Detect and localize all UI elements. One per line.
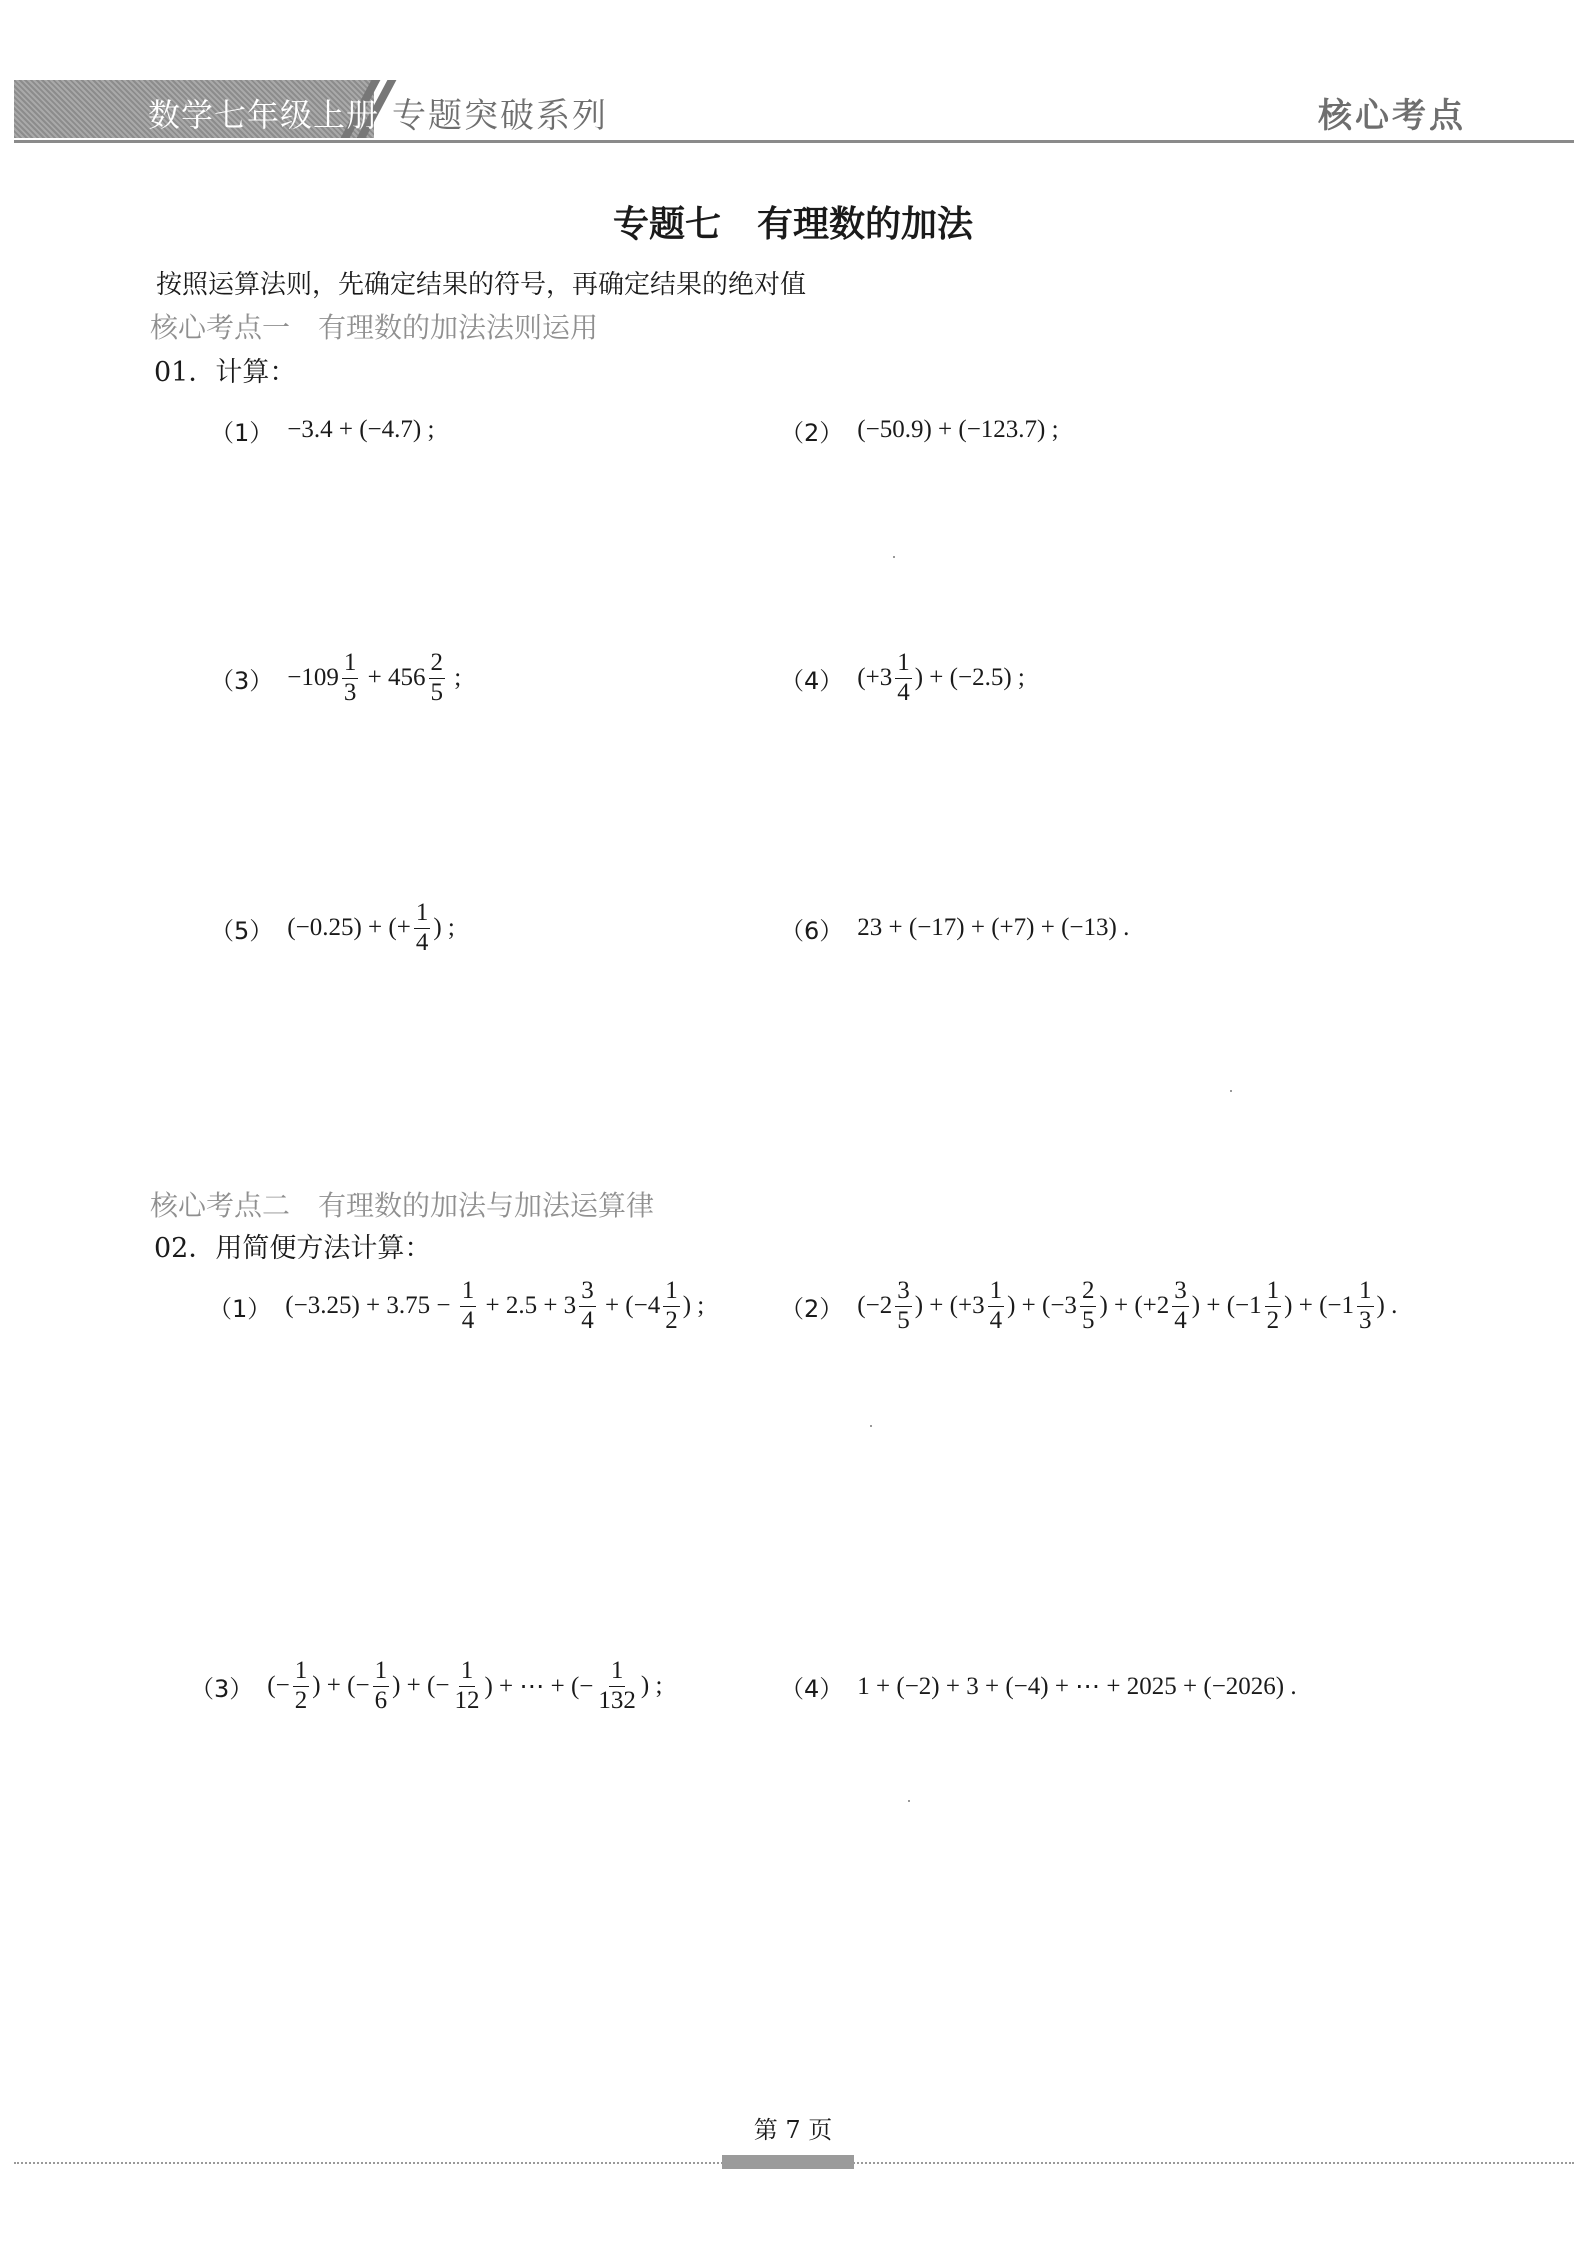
footer-shaded-bar — [722, 2155, 854, 2169]
fraction-denominator: 5 — [430, 678, 443, 706]
math-text: ) ; — [433, 914, 455, 941]
problem-label: （4） — [780, 1674, 844, 1703]
problem-1-3 — [210, 648, 461, 708]
fraction-numerator: 1 — [293, 1658, 310, 1686]
fraction — [895, 1278, 912, 1334]
fraction-numerator: 1 — [895, 650, 912, 678]
fraction-denominator: 6 — [374, 1686, 388, 1714]
header-rule — [374, 140, 1574, 143]
header-right-label: 核心考点 — [1318, 96, 1466, 136]
fraction-denominator: 2 — [665, 1306, 678, 1334]
math-text: (−50.9) + (−123.7) ; — [857, 416, 1059, 443]
fraction-denominator: 2 — [294, 1686, 308, 1714]
problem-label: （1） — [208, 1294, 272, 1323]
problem-2-2 — [780, 1276, 1397, 1336]
math-text: 1 + (−2) + 3 + (−4) + ⋯ + 2025 + (−2026) . — [857, 1673, 1297, 1700]
math-text: ) ; — [682, 1292, 705, 1319]
fraction-numerator: 1 — [663, 1278, 680, 1306]
fraction-denominator: 3 — [343, 678, 357, 706]
math-text: ) + ⋯ + (− — [484, 1673, 594, 1700]
math-text: (−3.25) + 3.75 − — [285, 1292, 457, 1319]
fraction — [452, 1658, 481, 1714]
fraction-numerator: 1 — [414, 900, 431, 928]
problem-2-3 — [190, 1656, 662, 1716]
fraction-numerator: 1 — [460, 1278, 477, 1306]
problem-label: （1） — [210, 418, 274, 447]
math-text: ) + (+2 — [1099, 1292, 1170, 1319]
fraction-denominator: 132 — [598, 1686, 636, 1714]
problem-1-6 — [780, 908, 1129, 948]
fraction-denominator: 5 — [897, 1306, 910, 1334]
fraction-denominator: 4 — [989, 1306, 1003, 1334]
fraction — [1080, 1278, 1097, 1334]
math-text: ) + (−3 — [1007, 1292, 1077, 1319]
fraction — [988, 1278, 1005, 1334]
fraction — [1357, 1278, 1374, 1334]
math-text: ) + (+3 — [914, 1292, 985, 1319]
fraction-denominator: 12 — [454, 1686, 480, 1714]
fraction — [342, 650, 359, 706]
fraction-numerator: 1 — [342, 650, 359, 678]
page-number: 第 7 页 — [753, 2116, 833, 2144]
math-text: 23 + (−17) + (+7) + (−13) . — [857, 914, 1130, 941]
problem-1-2 — [780, 410, 1059, 450]
fraction — [414, 900, 431, 956]
problem-label: （6） — [780, 916, 844, 945]
math-text: (− — [267, 1672, 290, 1699]
section-heading-2: 核心考点二 有理数的加法与加法运算律 — [150, 1189, 655, 1222]
fraction-numerator: 2 — [429, 650, 446, 678]
fraction — [1265, 1278, 1282, 1334]
problem-label: （2） — [780, 1294, 844, 1323]
header-rule-left — [14, 140, 374, 143]
math-text: ) + (−1 — [1191, 1292, 1262, 1319]
fraction-denominator: 4 — [1174, 1306, 1187, 1334]
fraction-numerator: 3 — [895, 1278, 912, 1306]
fraction-denominator: 2 — [1266, 1306, 1280, 1334]
fraction — [579, 1278, 596, 1334]
math-text: −109 — [287, 664, 339, 691]
fraction — [293, 1658, 310, 1714]
math-text: + (−4 — [598, 1292, 661, 1319]
scan-speck — [1230, 1090, 1232, 1092]
intro-text: 按照运算法则，先确定结果的符号，再确定结果的绝对值 — [156, 270, 807, 300]
scan-speck — [870, 1425, 872, 1427]
problem-1-1 — [210, 410, 434, 450]
fraction-denominator: 5 — [1081, 1306, 1095, 1334]
math-text: + 456 — [361, 664, 426, 691]
fraction-denominator: 4 — [581, 1306, 594, 1334]
fraction-numerator: 1 — [1265, 1278, 1282, 1306]
fraction-denominator: 4 — [461, 1306, 475, 1334]
problem-2-4 — [780, 1656, 1297, 1716]
math-text: ) + (−1 — [1284, 1292, 1355, 1319]
fraction — [429, 650, 446, 706]
fraction-numerator: 1 — [988, 1278, 1005, 1306]
header-book-title: 数学七年级上册 — [148, 96, 380, 134]
problem-label: （4） — [780, 666, 844, 695]
page-title: 专题七 有理数的加法 — [612, 203, 973, 245]
question-02: 02．用简便方法计算： — [154, 1233, 432, 1264]
fraction-numerator: 3 — [579, 1278, 596, 1306]
math-text: (−2 — [857, 1292, 893, 1319]
fraction-numerator: 1 — [459, 1658, 476, 1686]
fraction-denominator: 4 — [415, 928, 429, 956]
problem-2-1 — [208, 1276, 704, 1336]
section-heading-1: 核心考点一 有理数的加法法则运用 — [150, 311, 599, 344]
fraction-denominator: 3 — [1359, 1306, 1372, 1334]
fraction — [460, 1278, 477, 1334]
math-text: (+3 — [857, 664, 893, 691]
fraction — [596, 1658, 638, 1714]
math-text: (−0.25) + (+ — [287, 914, 411, 941]
math-text: ) + (−2.5) ; — [914, 664, 1025, 691]
header-series: 专题突破系列 — [392, 96, 608, 136]
fraction-denominator: 4 — [897, 678, 910, 706]
fraction-numerator: 3 — [1172, 1278, 1189, 1306]
problem-1-5 — [210, 898, 455, 958]
math-text: + 2.5 + 3 — [479, 1292, 577, 1319]
fraction — [663, 1278, 680, 1334]
fraction — [1172, 1278, 1189, 1334]
math-text: ) + (− — [392, 1672, 450, 1699]
fraction-numerator: 1 — [1357, 1278, 1374, 1306]
fraction — [373, 1658, 390, 1714]
math-text: ) + (− — [312, 1672, 370, 1699]
math-text: ) . — [1376, 1292, 1398, 1319]
question-01: 01．计算： — [154, 357, 297, 388]
math-text: −3.4 + (−4.7) ; — [287, 416, 435, 443]
math-text: ; — [448, 664, 462, 691]
problem-1-4 — [780, 648, 1025, 708]
problem-label: （3） — [210, 666, 274, 695]
problem-label: （5） — [210, 916, 274, 945]
scan-speck — [893, 556, 895, 558]
scan-speck — [908, 1800, 910, 1802]
problem-label: （3） — [190, 1674, 254, 1703]
problem-label: （2） — [780, 418, 844, 447]
fraction-numerator: 1 — [609, 1658, 626, 1686]
fraction — [895, 650, 912, 706]
math-text: ) ; — [640, 1672, 663, 1699]
fraction-numerator: 2 — [1080, 1278, 1097, 1306]
fraction-numerator: 1 — [373, 1658, 390, 1686]
